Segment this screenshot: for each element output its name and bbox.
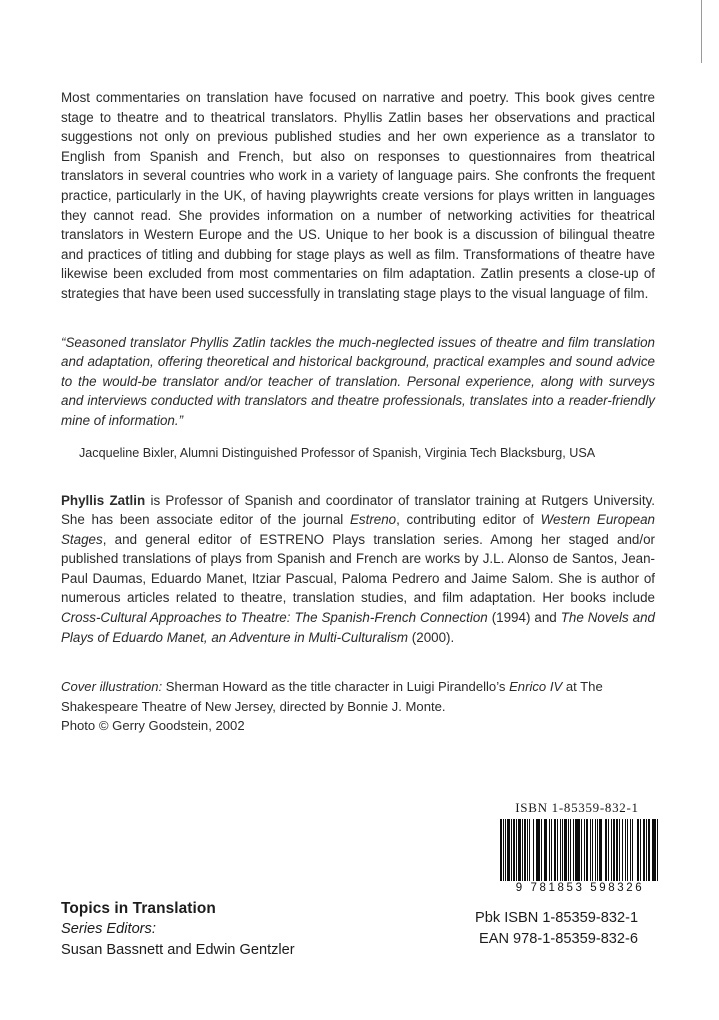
cover-illustration-label: Cover illustration: [61, 679, 163, 695]
spacer [61, 647, 655, 677]
cover-illustration-credit [61, 677, 655, 716]
credit-text-2: at The Shakespeare Theatre of New Jersey, directed by Bonnie J. Monte. [61, 679, 603, 714]
series-editors-names: Susan Bassnett and Edwin Gentzler [61, 941, 295, 958]
series-editors-label: Series Editors: [61, 921, 156, 937]
barcode-block [470, 800, 685, 949]
blurb-paragraph: Most commentaries on translation have focused on narrative and poetry. This book gives centre stage to theatre and to theatrical translators. Phyllis Zatlin bases her observations and practical suggestions not only on previous published studies and her own experience as a translator to English from Spanish and French, but also on responses to questionnaires from theatrical translators in several countries who work in a variety of language pairs. She confronts the frequent practice, particularly in the UK, of having playwrights create versions for plays written in languages they cannot read. She provides information on a number of networking activities for theatrical translators in Western Europe and the US. Unique to her book is a discussion of bilingual theatre and practices of titling and dubbing for stage plays as well as film. Transformations of theatre have likewise been excluded from most commentaries on film adaptation. Zatlin presents a close-up of strategies that have been used successfully in translating stage plays to the visual language of film. [61, 90, 655, 301]
bio-segment-1: is Professor of Spanish and coordinator of translator training at Rutgers University. She has been associate editor of the journal [61, 492, 655, 528]
pbk-isbn-line: Pbk ISBN 1-85359-832-1 [475, 910, 639, 926]
book-title-novels-and-plays: The Novels and Plays of Eduardo Manet, an Adventure in Multi-Culturalism [61, 610, 655, 645]
journal-title-western-european-stages: Western European Stages [61, 512, 655, 547]
author-bio-paragraph [61, 491, 655, 648]
review-quote: “Seasoned translator Phyllis Zatlin tackles the much-neglected issues of theatre and film translation and adaptation, offering theoretical and historical background, practical examples and sound advice to the would-be translator and/or teacher of translation. Personal experience, along with surveys and interviews conducted with translators and theatre professionals, translates into a reader-friendly mine of information.” [61, 334, 655, 428]
credit-text-1: Sherman Howard as the title character in Luigi Pirandello’s [162, 679, 510, 695]
journal-title-estreno: Estreno [349, 512, 397, 528]
bio-segment-4: (1994) and [487, 610, 561, 626]
series-title: Topics in Translation [61, 900, 216, 917]
photo-credit: Photo © Gerry Goodstein, 2002 [61, 718, 245, 734]
book-title-cross-cultural-approaches: Cross-Cultural Approaches to Theatre: The Spanish-French Connection [61, 610, 488, 626]
barcode-isbn-caption: ISBN 1-85359-832-1 [515, 800, 639, 815]
bio-segment-2: , contributing editor of [396, 512, 541, 528]
spacer [61, 304, 655, 333]
ean13-barcode-image [500, 819, 660, 881]
ean-line: EAN 978-1-85359-832-6 [479, 930, 639, 947]
bio-segment-3: , and general editor of ESTRENO Plays translation series. Among her staged and/or published translations of plays from Spanish and French are works by J.L. Alonso de Santos, Jean-Paul Daumas, Eduardo Manet, Itziar Pascual, Paloma Pedrero and Jaime Salom. She is author of numerous articles related to theatre, translation studies, and film adaptation. Her books include [61, 531, 655, 606]
page-edge-rule [701, 0, 702, 63]
spacer [61, 463, 655, 491]
play-title-enrico-iv: Enrico IV [509, 679, 563, 695]
bio-segment-5: (2000). [408, 629, 455, 645]
spacer [61, 431, 655, 444]
text-column [61, 88, 655, 735]
review-attribution: Jacqueline Bixler, Alumni Distinguished Professor of Spanish, Virginia Tech Blacksburg, USA [79, 445, 596, 460]
isbn-lines [475, 908, 685, 949]
author-name: Phyllis Zatlin [61, 492, 146, 508]
series-block [61, 898, 391, 960]
barcode-digits: 9 781853 598326 [515, 882, 645, 894]
